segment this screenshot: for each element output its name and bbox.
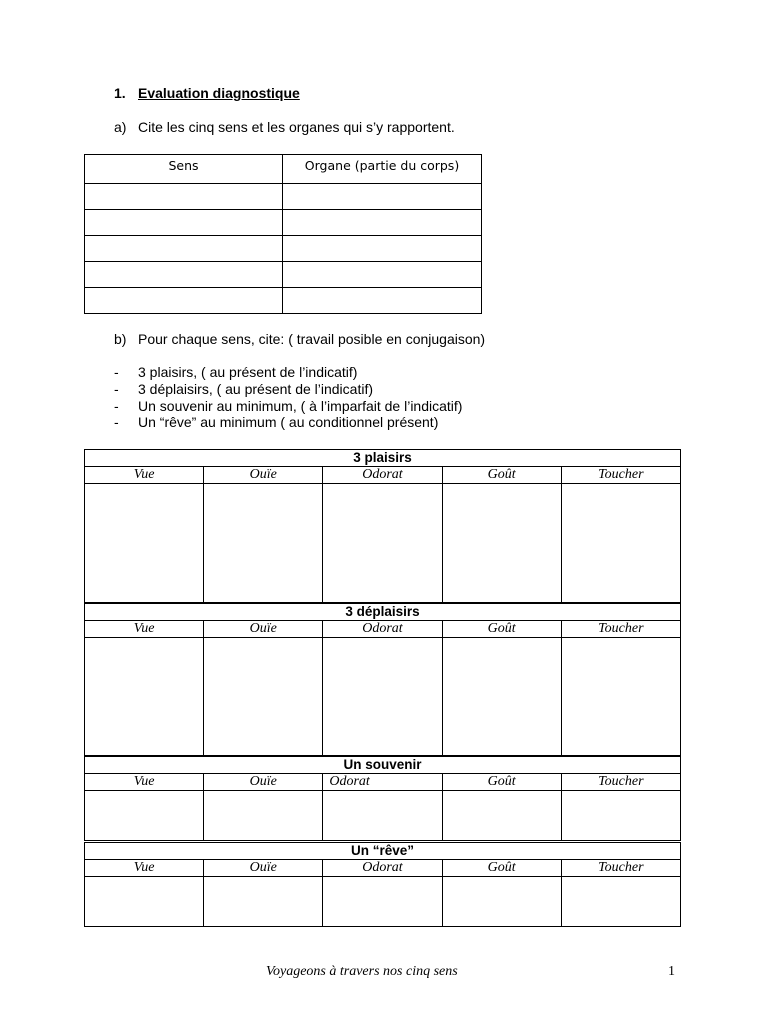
blank-cell[interactable] <box>283 288 482 314</box>
answer-cell[interactable] <box>85 638 204 756</box>
blank-cell[interactable] <box>283 184 482 210</box>
plaisirs-table <box>84 449 681 603</box>
sense-ouie: Ouïe <box>204 621 323 638</box>
footer-title: Voyageons à travers nos cinq sens <box>266 964 458 979</box>
answer-cell[interactable] <box>561 877 680 927</box>
sense-toucher: Toucher <box>561 467 680 484</box>
section-heading <box>114 85 300 101</box>
sense-ouie: Ouïe <box>204 467 323 484</box>
answer-cell[interactable] <box>204 877 323 927</box>
bullet-item <box>114 414 438 430</box>
answer-cell[interactable] <box>204 638 323 756</box>
bullet-marker: - <box>114 414 119 430</box>
section-title-souvenir: Un souvenir <box>85 757 681 774</box>
sense-odorat: Odorat <box>323 621 442 638</box>
answer-cell[interactable] <box>204 484 323 603</box>
answer-cell[interactable] <box>323 484 442 603</box>
sense-ouie: Ouïe <box>204 860 323 877</box>
answer-cell[interactable] <box>442 638 561 756</box>
sense-vue: Vue <box>85 467 204 484</box>
sense-toucher: Toucher <box>561 860 680 877</box>
answer-cell[interactable] <box>561 791 680 841</box>
sense-odorat: Odorat <box>323 774 442 791</box>
answer-cell[interactable] <box>323 638 442 756</box>
page-number: 1 <box>668 964 675 979</box>
sense-gout: Goût <box>442 860 561 877</box>
answer-cell[interactable] <box>204 791 323 841</box>
heading-number: 1. <box>114 85 126 101</box>
sense-odorat: Odorat <box>323 860 442 877</box>
question-b <box>114 331 485 347</box>
sense-toucher: Toucher <box>561 774 680 791</box>
answer-cell[interactable] <box>85 791 204 841</box>
blank-cell[interactable] <box>85 236 283 262</box>
sense-gout: Goût <box>442 467 561 484</box>
sense-ouie: Ouïe <box>204 774 323 791</box>
question-a-text: Cite les cinq sens et les organes qui s’y rapportent. <box>138 119 455 135</box>
section-title-plaisirs: 3 plaisirs <box>85 450 681 467</box>
senses-organs-table <box>84 154 482 314</box>
answer-cell[interactable] <box>323 877 442 927</box>
bullet-marker: - <box>114 381 119 397</box>
sense-odorat: Odorat <box>323 467 442 484</box>
bullet-marker: - <box>114 398 119 414</box>
bullet-marker: - <box>114 364 119 380</box>
sense-vue: Vue <box>85 860 204 877</box>
blank-cell[interactable] <box>85 262 283 288</box>
blank-cell[interactable] <box>283 210 482 236</box>
question-a <box>114 119 455 135</box>
section-title-reve: Un “rêve” <box>85 843 681 860</box>
bullet-text: Un souvenir au minimum, ( à l’imparfait de l’indicatif) <box>138 398 463 414</box>
blank-cell[interactable] <box>283 262 482 288</box>
sense-gout: Goût <box>442 774 561 791</box>
section-title-deplaisirs: 3 déplaisirs <box>85 604 681 621</box>
bullet-text: 3 plaisirs, ( au présent de l’indicatif) <box>138 364 358 380</box>
bullet-text: 3 déplaisirs, ( au présent de l’indicatif) <box>138 381 374 397</box>
answer-cell[interactable] <box>323 791 442 841</box>
question-b-text: Pour chaque sens, cite: ( travail posible en conjugaison) <box>138 331 486 347</box>
answer-cell[interactable] <box>85 484 204 603</box>
blank-cell[interactable] <box>85 210 283 236</box>
bullet-item <box>114 398 462 414</box>
blank-cell[interactable] <box>283 236 482 262</box>
question-a-marker: a) <box>114 119 127 135</box>
reve-table <box>84 842 681 927</box>
sense-vue: Vue <box>85 774 204 791</box>
answer-cell[interactable] <box>85 877 204 927</box>
answer-cell[interactable] <box>442 484 561 603</box>
blank-cell[interactable] <box>85 288 283 314</box>
sense-toucher: Toucher <box>561 621 680 638</box>
sense-vue: Vue <box>85 621 204 638</box>
header-organe: Organe (partie du corps) <box>283 155 482 184</box>
bullet-item <box>114 364 357 380</box>
heading-title: Evaluation diagnostique <box>138 85 300 101</box>
bullet-text: Un “rêve” au minimum ( au conditionnel présent) <box>138 414 439 430</box>
question-b-marker: b) <box>114 331 127 347</box>
souvenir-table <box>84 756 681 841</box>
answer-cell[interactable] <box>442 791 561 841</box>
header-sens: Sens <box>85 155 283 184</box>
answer-cell[interactable] <box>561 484 680 603</box>
bullet-item <box>114 381 373 397</box>
deplaisirs-table <box>84 603 681 756</box>
answer-cell[interactable] <box>442 877 561 927</box>
sense-gout: Goût <box>442 621 561 638</box>
blank-cell[interactable] <box>85 184 283 210</box>
answer-cell[interactable] <box>561 638 680 756</box>
